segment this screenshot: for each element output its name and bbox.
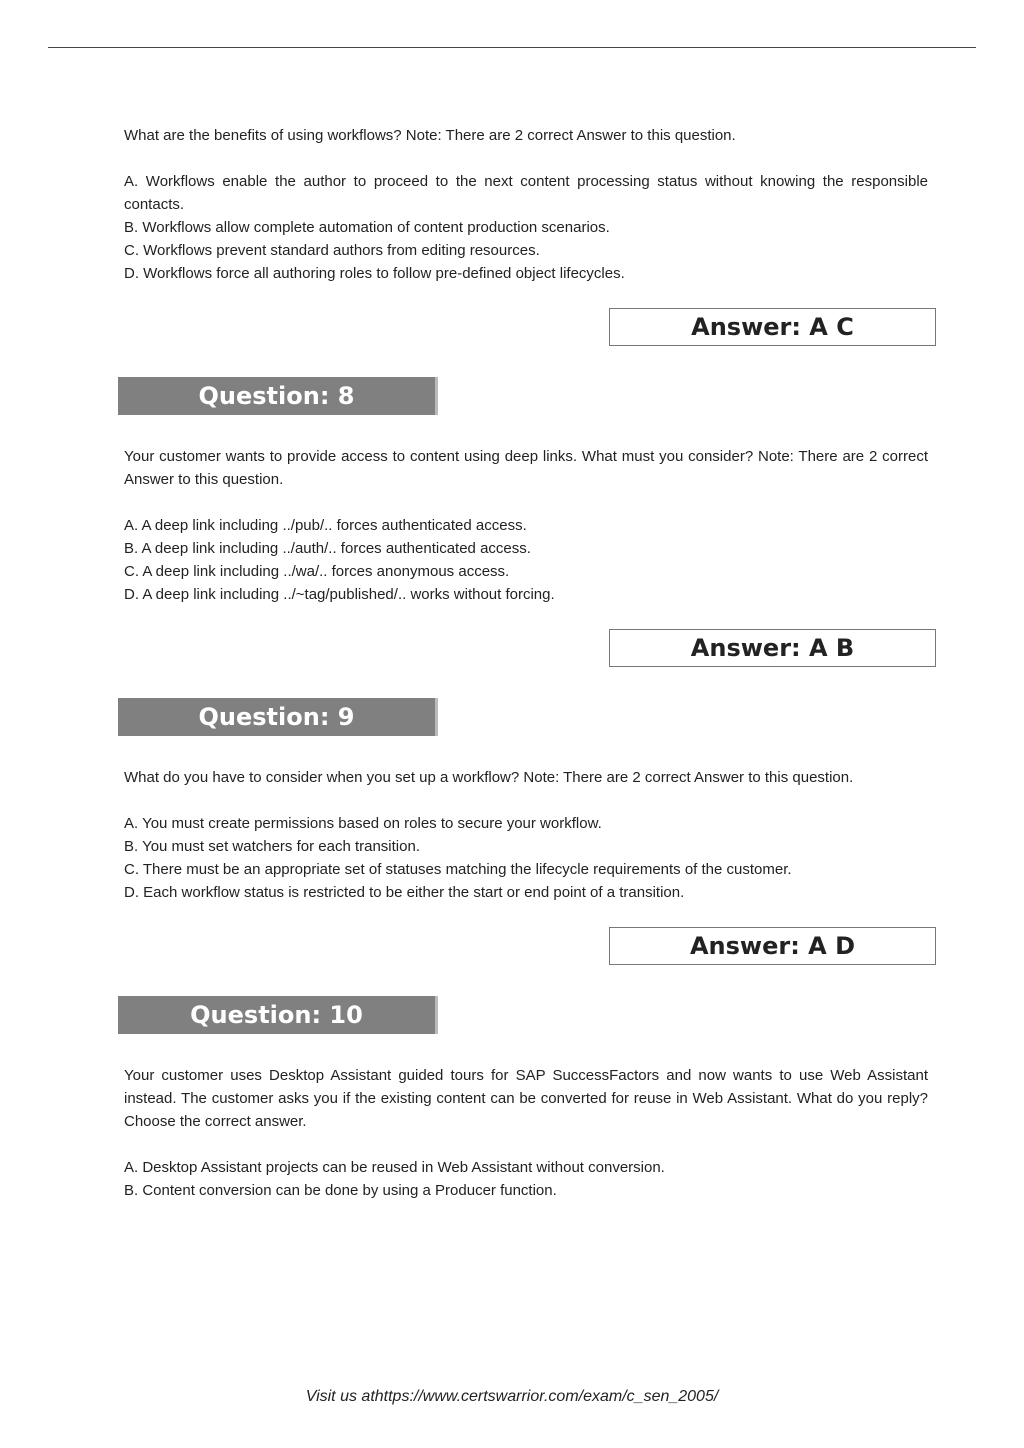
answer-box: Answer: A C	[609, 308, 936, 346]
page-content	[124, 124, 928, 1202]
option-c: C. Workflows prevent standard authors from editing resources.	[124, 242, 540, 259]
option-a: A. Workflows enable the author to proceed to the next content processing status without knowing the responsible contacts.	[124, 173, 928, 213]
question-10-options	[124, 1156, 928, 1202]
answer-box: Answer: A D	[609, 927, 936, 965]
option-a: A. Desktop Assistant projects can be reused in Web Assistant without conversion.	[124, 1159, 665, 1176]
option-c: C. A deep link including ../wa/.. forces anonymous access.	[124, 563, 510, 580]
option-b: B. You must set watchers for each transition.	[124, 838, 420, 855]
question-7-options	[124, 170, 928, 285]
question-10-block	[124, 1064, 928, 1202]
option-d: D. Workflows force all authoring roles to follow pre-defined object lifecycles.	[124, 265, 625, 282]
header-rule	[48, 47, 976, 48]
option-a: A. A deep link including ../pub/.. forces authenticated access.	[124, 517, 527, 534]
question-9-text: What do you have to consider when you set up a workflow? Note: There are 2 correct Answer to this question.	[124, 769, 854, 786]
question-heading: Question: 10	[118, 996, 438, 1034]
question-9-options	[124, 812, 928, 904]
option-d: D. Each workflow status is restricted to be either the start or end point of a transition.	[124, 884, 685, 901]
question-10-text: Your customer uses Desktop Assistant guided tours for SAP SuccessFactors and now wants to use Web Assistant instead. The customer asks you if the existing content can be converted for reuse in Web Assistant. What do you reply? Choose the correct answer.	[124, 1067, 928, 1130]
option-a: A. You must create permissions based on roles to secure your workflow.	[124, 815, 602, 832]
option-b: B. Content conversion can be done by using a Producer function.	[124, 1182, 557, 1199]
question-8-options	[124, 514, 928, 606]
question-heading: Question: 8	[118, 377, 438, 415]
question-8-block	[124, 445, 928, 667]
question-7-text: What are the benefits of using workflows? Note: There are 2 correct Answer to this question.	[124, 127, 736, 144]
footer-link[interactable]: Visit us athttps://www.certswarrior.com/exam/c_sen_2005/	[305, 1388, 719, 1405]
option-b: B. Workflows allow complete automation of content production scenarios.	[124, 219, 610, 236]
question-heading: Question: 9	[118, 698, 438, 736]
option-b: B. A deep link including ../auth/.. forces authenticated access.	[124, 540, 531, 557]
question-8-text: Your customer wants to provide access to content using deep links. What must you consider? Note: There are 2 correct Answer to this question.	[124, 448, 928, 488]
question-9-block	[124, 766, 928, 965]
answer-box: Answer: A B	[609, 629, 936, 667]
question-7-block	[124, 124, 928, 346]
option-c: C. There must be an appropriate set of statuses matching the lifecycle requirements of the customer.	[124, 861, 792, 878]
option-d: D. A deep link including ../~tag/published/.. works without forcing.	[124, 586, 555, 603]
